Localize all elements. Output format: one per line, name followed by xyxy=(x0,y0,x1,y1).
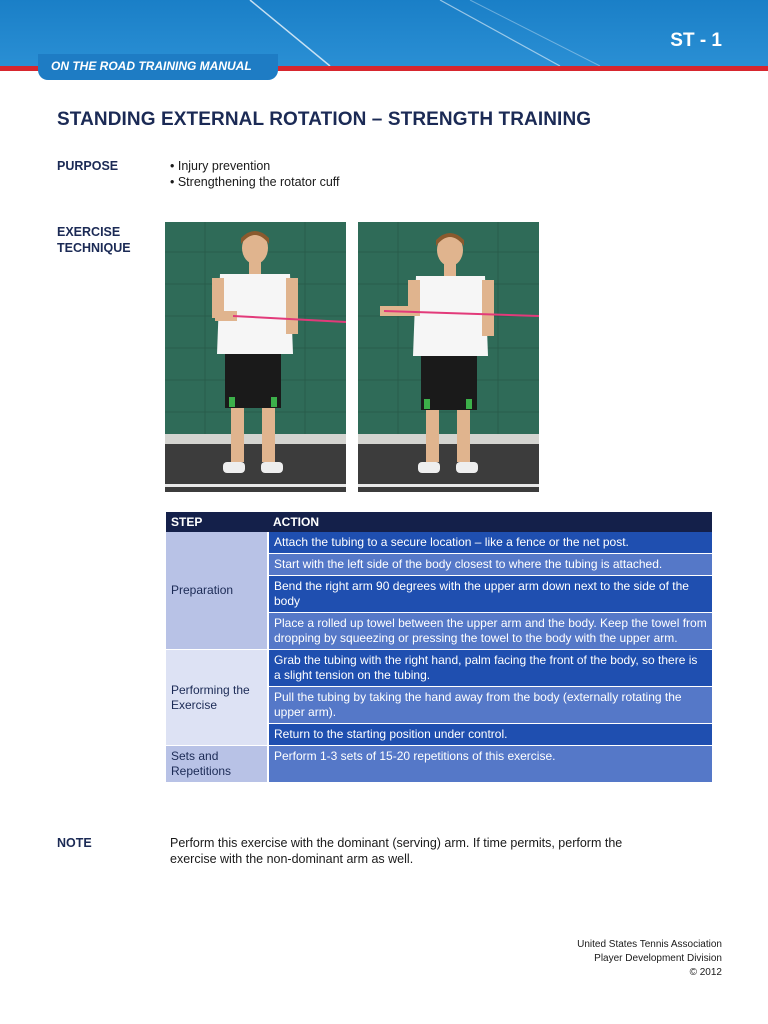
action-cell: Attach the tubing to a secure location – like a fence or the net post. xyxy=(268,532,712,554)
action-cell: Perform 1-3 sets of 15-20 repetitions of this exercise. xyxy=(268,746,712,783)
exercise-steps-table xyxy=(166,512,712,783)
action-cell: Place a rolled up towel between the upper arm and the body. Keep the towel from dropping by squeezing or pressing the towel to the body with the upper arm. xyxy=(268,613,712,650)
purpose-item: • Strengthening the rotator cuff xyxy=(170,175,340,189)
footer-line: © 2012 xyxy=(689,967,722,978)
step-cell-performing: Performing the Exercise xyxy=(166,650,268,746)
table-row xyxy=(166,532,712,554)
note-label: NOTE xyxy=(57,836,92,850)
action-cell: Start with the left side of the body closest to where the tubing is attached. xyxy=(268,554,712,576)
technique-label-line: TECHNIQUE xyxy=(57,241,131,255)
footer xyxy=(577,938,722,980)
step-column-header: STEP xyxy=(166,512,268,532)
action-column-header: ACTION xyxy=(268,512,712,532)
table-header-row xyxy=(166,512,712,532)
action-cell: Grab the tubing with the right hand, palm facing the front of the body, so there is a slight tension on the tubing. xyxy=(268,650,712,687)
purpose-label: PURPOSE xyxy=(57,159,119,173)
manual-title-tab: ON THE ROAD TRAINING MANUAL xyxy=(38,54,278,80)
purpose-list xyxy=(170,158,340,190)
step-cell-sets: Sets and Repetitions xyxy=(166,746,268,783)
footer-line: Player Development Division xyxy=(594,953,722,964)
page-title: STANDING EXTERNAL ROTATION – STRENGTH TRAINING xyxy=(57,109,592,130)
technique-label xyxy=(57,224,131,256)
action-cell: Return to the starting position under control. xyxy=(268,724,712,746)
technique-label-line: EXERCISE xyxy=(57,225,121,239)
action-cell: Pull the tubing by taking the hand away from the body (externally rotating the upper arm). xyxy=(268,687,712,724)
step-cell-preparation: Preparation xyxy=(166,532,268,650)
purpose-item: • Injury prevention xyxy=(170,159,271,173)
footer-line: United States Tennis Association xyxy=(577,939,722,950)
exercise-start-photo xyxy=(165,222,346,492)
exercise-end-photo xyxy=(358,222,539,492)
page-code: ST - 1 xyxy=(670,30,722,51)
note-text: Perform this exercise with the dominant (serving) arm. If time permits, perform the exercise with the non-dominant arm as well. xyxy=(170,836,623,866)
table-row xyxy=(166,650,712,687)
action-cell: Bend the right arm 90 degrees with the upper arm down next to the side of the body xyxy=(268,576,712,613)
table-row xyxy=(166,746,712,783)
